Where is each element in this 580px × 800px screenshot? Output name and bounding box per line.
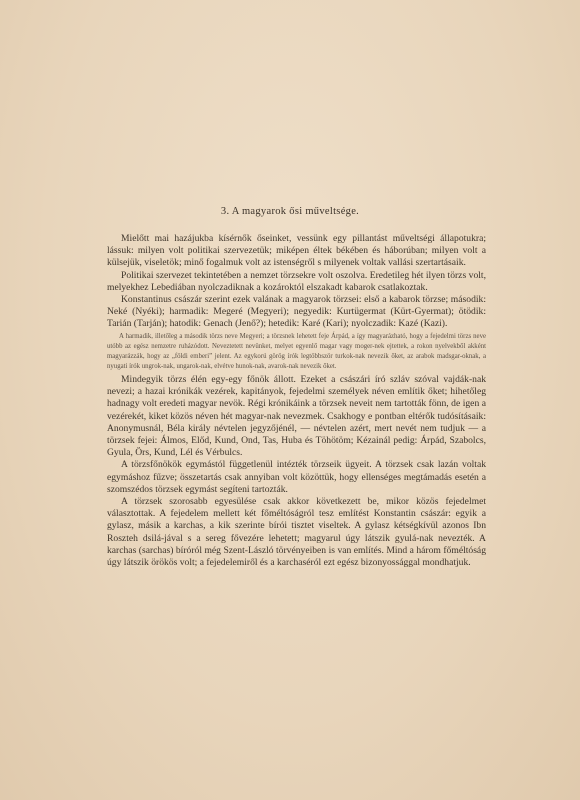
section-heading: 3. A magyarok ősi műveltsége. <box>220 206 360 217</box>
paragraph-independence: A törzsfőnökök egymástól függetlenül intézték törzseik ügyeit. A törzsek csak lazán voltak egymáshoz fűzve; összetartás csak annyiban volt közöttük, hogy ellenséges megtámadás esetén a szomszédos törzsek egymást segíteni tartozták. <box>107 459 486 495</box>
paragraph-tribes: Politikai szervezet tekintetében a nemzet törzsekre volt oszolva. Eredetileg hét ilyen törzs volt, melyekhez Lebediában nyolczadiknak a kozároktól elszakadt kabarok csatlakoztak. <box>107 269 486 293</box>
paragraph-chiefs: Mindegyik törzs élén egy-egy főnök állott. Ezeket a császári író szláv szóval vajdák-nak nevezi; a hazai krónikák vezérek, kapitányok, fejedelmi személyek néven említik őket; hihetőleg hadnagy volt eredeti magyar nevök. Régi krónikáink a törzsek neveit nem tartották fönn, de igen a vezérekét, kiket közös néven hét magyar-nak nevezmek. Csakhogy e pontban eltérők tudósításaik: Anonymusnál, Béla király névtelen jegyzőjénél, — névtelen azért, mert nevét nem tudjuk — a törzsek fejei: Álmos, Előd, Kund, Ond, Tas, Huba és Töhötöm; Kézainál pedig: Árpád, Szabolcs, Gyula, Örs, Kund, Lél és Vérbulcs. <box>107 374 486 459</box>
footnote-small-print: A harmadik, illetőleg a második törzs neve Megyeri; a törzsnek lehetett feje Árpád, a így magyarázható, hogy a fejedelmi törzs neve utóbb az egész nemzetre ruházódott. Neveztetett nevünket, melyet egyenlő magar vagy moger-nek ejtettek, a rokon nyelvekből akként magyarázzák, hogy az „földi emberi” jelent. Az egykorú görög írók legtöbbször turkok-nak nevezik őket, az arabok madsgar-oknak, a nyugati írók ungrok-nak, ungarok-nak, elvétve hunok-nak, avarok-nak nevezik őket. <box>107 332 486 370</box>
body-text <box>107 233 486 569</box>
paragraph-dignitaries: A törzsek szorosabb egyesülése csak akkor következett be, mikor közös fejedelmet választottak. A fejedelem mellett két főméltóságról tesz említést Konstantin császár: egyik a gylasz, másik a karchas, a kik szerinte bírói tisztet viseltek. A gylasz kétségkívül azonos Ibn Roszteh dsilá-jával s a sereg fővezére lehetett; magyarul úgy látszik gyulá-nak nevezték. A karchas (sarchas) bíróról még Szent-László törvényeiben is van említés. Mind a három főméltóság úgy látszik örökös volt; a fejedelemiről és a karchaséról ezt egész bizonyossággal mondhatjuk. <box>107 496 486 569</box>
paragraph-intro: Mielőtt mai hazájukba kísérnők őseinket, vessünk egy pillantást műveltségi állapotukra; lássuk: milyen volt politikai szervezetük; miképen éltek békében és háborúban; milyen volt a külsejük, viseletök; minő fogalmuk volt az istenségről s milyenek voltak vallási szertartásaik. <box>107 233 486 269</box>
paragraph-tribe-list: Konstantinus császár szerint ezek valának a magyarok törzsei: első a kabarok törzse; második: Neké (Nyéki); harmadik: Megeré (Megyeri); negyedik: Kurtügermat (Kürt-Gyermat); ötödik: Tarián (Tarján); hatodik: Genach (Jenő?); hetedik: Karé (Kari); nyolczadik: Kazé (Kazi). <box>107 294 486 330</box>
